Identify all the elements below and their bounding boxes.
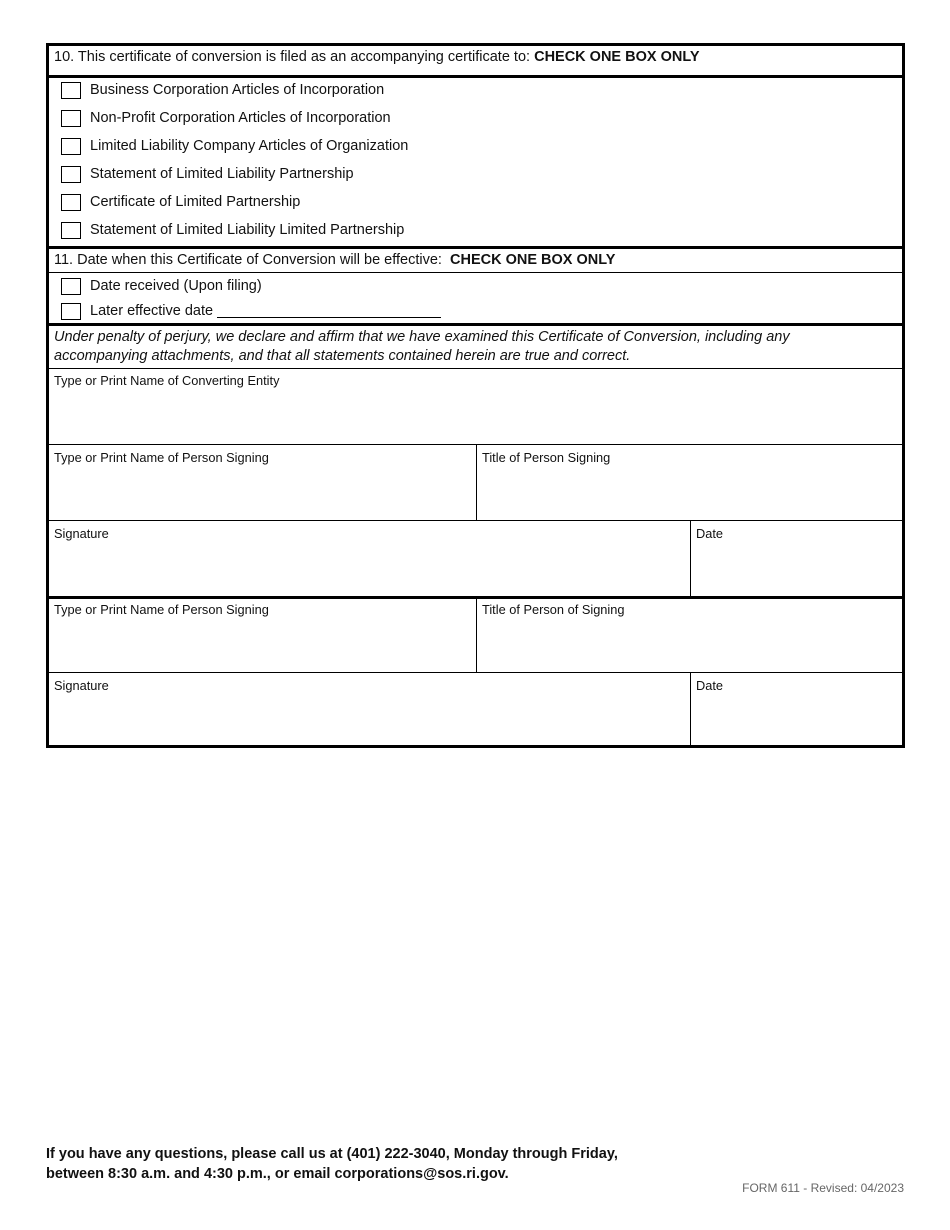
- person-signing-2-label: Type or Print Name of Person Signing: [54, 602, 269, 617]
- checkbox[interactable]: [61, 166, 81, 183]
- converting-entity-field[interactable]: [49, 386, 902, 444]
- option-llc-articles[interactable]: Limited Liability Company Articles of Organization: [61, 136, 408, 156]
- option-non-profit-corporation[interactable]: Non-Profit Corporation Articles of Incorporation: [61, 108, 391, 128]
- signature-1-label: Signature: [54, 526, 109, 541]
- divider: [690, 520, 691, 596]
- option-date-received[interactable]: Date received (Upon filing): [61, 276, 262, 296]
- title-signing-2-label: Title of Person of Signing: [482, 602, 625, 617]
- person-signing-1-label: Type or Print Name of Person Signing: [54, 450, 269, 465]
- date-2-label: Date: [696, 678, 724, 693]
- checkbox[interactable]: [61, 222, 81, 239]
- later-date-input-line[interactable]: [217, 305, 441, 318]
- option-lllp-statement[interactable]: Statement of Limited Liability Limited Partnership: [61, 220, 404, 240]
- checkbox[interactable]: [61, 278, 81, 295]
- certificate-form: [46, 43, 905, 748]
- title-signing-1-label: Title of Person Signing: [482, 450, 611, 465]
- option-llp-statement[interactable]: Statement of Limited Liability Partnership: [61, 164, 354, 184]
- divider: [49, 75, 902, 78]
- divider: [476, 596, 477, 672]
- contact-info: If you have any questions, please call us at (401) 222-3040, Monday through Friday, between 8:30 a.m. and 4:30 p.m., or email corporations@sos.ri.gov.: [46, 1146, 618, 1182]
- divider: [49, 672, 902, 673]
- option-limited-partnership[interactable]: Certificate of Limited Partnership: [61, 192, 300, 212]
- form-revision: FORM 611 - Revised: 04/2023: [742, 1181, 904, 1195]
- divider: [476, 444, 477, 520]
- checkbox[interactable]: [61, 194, 81, 211]
- divider: [49, 323, 902, 326]
- divider: [49, 272, 902, 273]
- option-business-corporation[interactable]: Business Corporation Articles of Incorporation: [61, 80, 384, 100]
- perjury-affirmation: Under penalty of perjury, we declare and affirm that we have examined this Certificate of Conversion, including any accompanying attachments, and that all statements contained herein are true and correct.: [54, 329, 790, 364]
- option-later-effective-date[interactable]: Later effective date: [61, 301, 441, 321]
- divider: [49, 520, 902, 521]
- section-11-heading: 11. Date when this Certificate of Conversion will be effective: CHECK ONE BOX ONLY: [54, 252, 616, 268]
- checkbox[interactable]: [61, 110, 81, 127]
- checkbox[interactable]: [61, 82, 81, 99]
- checkbox[interactable]: [61, 138, 81, 155]
- divider: [49, 368, 902, 369]
- converting-entity-label: Type or Print Name of Converting Entity: [54, 373, 280, 388]
- signature-2-label: Signature: [54, 678, 109, 693]
- divider: [49, 246, 902, 249]
- checkbox[interactable]: [61, 303, 81, 320]
- divider: [690, 672, 691, 748]
- section-10-heading: 10. This certificate of conversion is filed as an accompanying certificate to: CHECK ONE BOX ONLY: [54, 49, 700, 65]
- date-1-label: Date: [696, 526, 724, 541]
